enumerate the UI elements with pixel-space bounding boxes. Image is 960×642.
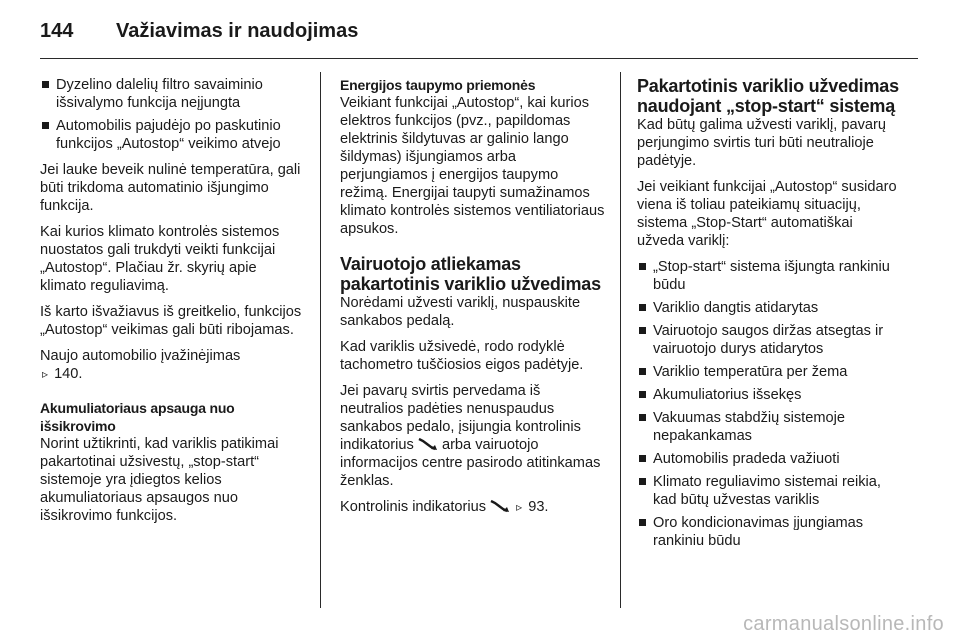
section-heading: Akumuliatoriaus apsauga nuo išsikrovimo	[40, 400, 235, 434]
paragraph-text: Kontrolinis indikatorius	[340, 499, 487, 515]
paragraph: Veikiant funkcijai „Autostop“, kai kurios elektros funkcijos (pvz., papildomas elektrinis šildytuvas ar galinio lango šildymas) išjungiamos arba perjungiamos į energijos taupymo režimą. Energijai taupyti sumažinamos klimato kontrolės sistemos ventiliatoriaus apsukos.	[340, 95, 605, 237]
paragraph-text: Naujo automobilio įvažinėjimas	[40, 348, 241, 364]
list-item: Variklio temperatūra per žema	[637, 363, 903, 381]
column-divider	[620, 72, 621, 608]
reference-arrow-icon: ▹	[41, 367, 49, 381]
column-3	[637, 76, 903, 558]
list-item: Vairuotojo saugos diržas atsegtas ir vairuotojo durys atidarytos	[637, 322, 903, 358]
bullet-list	[40, 76, 306, 153]
paragraph: Jei veikiant funkcijai „Autostop“ susidaro viena iš toliau pateikiamų situacijų, sistema „Stop-Start“ automatiškai užveda variklį:	[637, 179, 897, 249]
list-item: Akumuliatorius išsekęs	[637, 386, 903, 404]
list-item: Oro kondicionavimas įjungiamas rankiniu būdu	[637, 514, 903, 550]
paragraph-text: arba vairuotojo informacijos centre pasirodo atitinkamas ženklas.	[340, 437, 601, 489]
list-item: Automobilis pajudėjo po paskutinio funkcijos „Autostop“ veikimo atvejo	[40, 117, 306, 153]
reference-arrow-icon: ▹	[516, 500, 523, 514]
section-heading: Vairuotojo atliekamas pakartotinis variklio užvedimas	[340, 254, 601, 294]
paragraph: Kai kurios klimato kontrolės sistemos nuostatos gali trukdyti veikti funkcijai „Autostop“. Plačiau žr. skyrių apie klimato reguliavimą.	[40, 224, 280, 294]
column-1	[40, 76, 306, 533]
paragraph	[340, 498, 606, 516]
page-reference[interactable]: 140.	[54, 366, 83, 382]
column-2	[340, 76, 606, 524]
stop-start-indicator-icon	[490, 499, 510, 513]
column-divider	[320, 72, 321, 608]
list-item: Klimato reguliavimo sistemai reikia, kad būtų užvestas variklis	[637, 473, 903, 509]
list-item: „Stop-start“ sistema išjungta rankiniu būdu	[637, 258, 903, 294]
paragraph: Iš karto išvažiavus iš greitkelio, funkcijos „Autostop“ veikimas gali būti ribojamas.	[40, 304, 302, 338]
paragraph: Kad būtų galima užvesti variklį, pavarų perjungimo svirtis turi būti neutralioje padėtyje.	[637, 117, 887, 169]
paragraph: Norint užtikrinti, kad variklis patikimai pakartotinai užsivestų, „stop-start“ sistemoje yra įdiegtos kelios akumuliatoriaus apsaugos nuo išsikrovimo funkcijos.	[40, 436, 279, 524]
list-item: Dyzelino dalelių filtro savaiminio išsivalymo funkcija neįjungta	[40, 76, 306, 112]
page-number: 144	[40, 20, 74, 42]
paragraph	[40, 347, 306, 383]
page-reference[interactable]: 93.	[528, 499, 549, 515]
paragraph: Kad variklis užsivedė, rodo rodyklė tachometro tuščiosios eigos padėtyje.	[340, 339, 584, 373]
section-heading: Energijos taupymo priemonės	[340, 77, 536, 93]
page-title: Važiavimas ir naudojimas	[116, 20, 359, 42]
stop-start-indicator-icon	[418, 437, 438, 451]
paragraph-text: Jei pavarų svirtis pervedama iš neutralios padėties nenuspaudus sankabos pedalo, įsijungia kontrolinis indikatorius	[340, 383, 581, 453]
list-item: Vakuumas stabdžių sistemoje nepakankamas	[637, 409, 903, 445]
paragraph: Jei lauke beveik nulinė temperatūra, gali būti trikdoma automatinio išjungimo funkcija.	[40, 162, 301, 214]
paragraph	[340, 382, 606, 490]
list-item: Variklio dangtis atidarytas	[637, 299, 903, 317]
section-heading: Pakartotinis variklio užvedimas naudojant „stop-start“ sistemą	[637, 76, 899, 116]
list-item: Automobilis pradeda važiuoti	[637, 450, 903, 468]
bullet-list	[637, 258, 903, 550]
watermark: carmanualsonline.info	[743, 613, 944, 635]
header-rule	[40, 58, 918, 59]
paragraph: Norėdami užvesti variklį, nuspauskite sankabos pedalą.	[340, 295, 581, 329]
page-header	[40, 14, 918, 48]
